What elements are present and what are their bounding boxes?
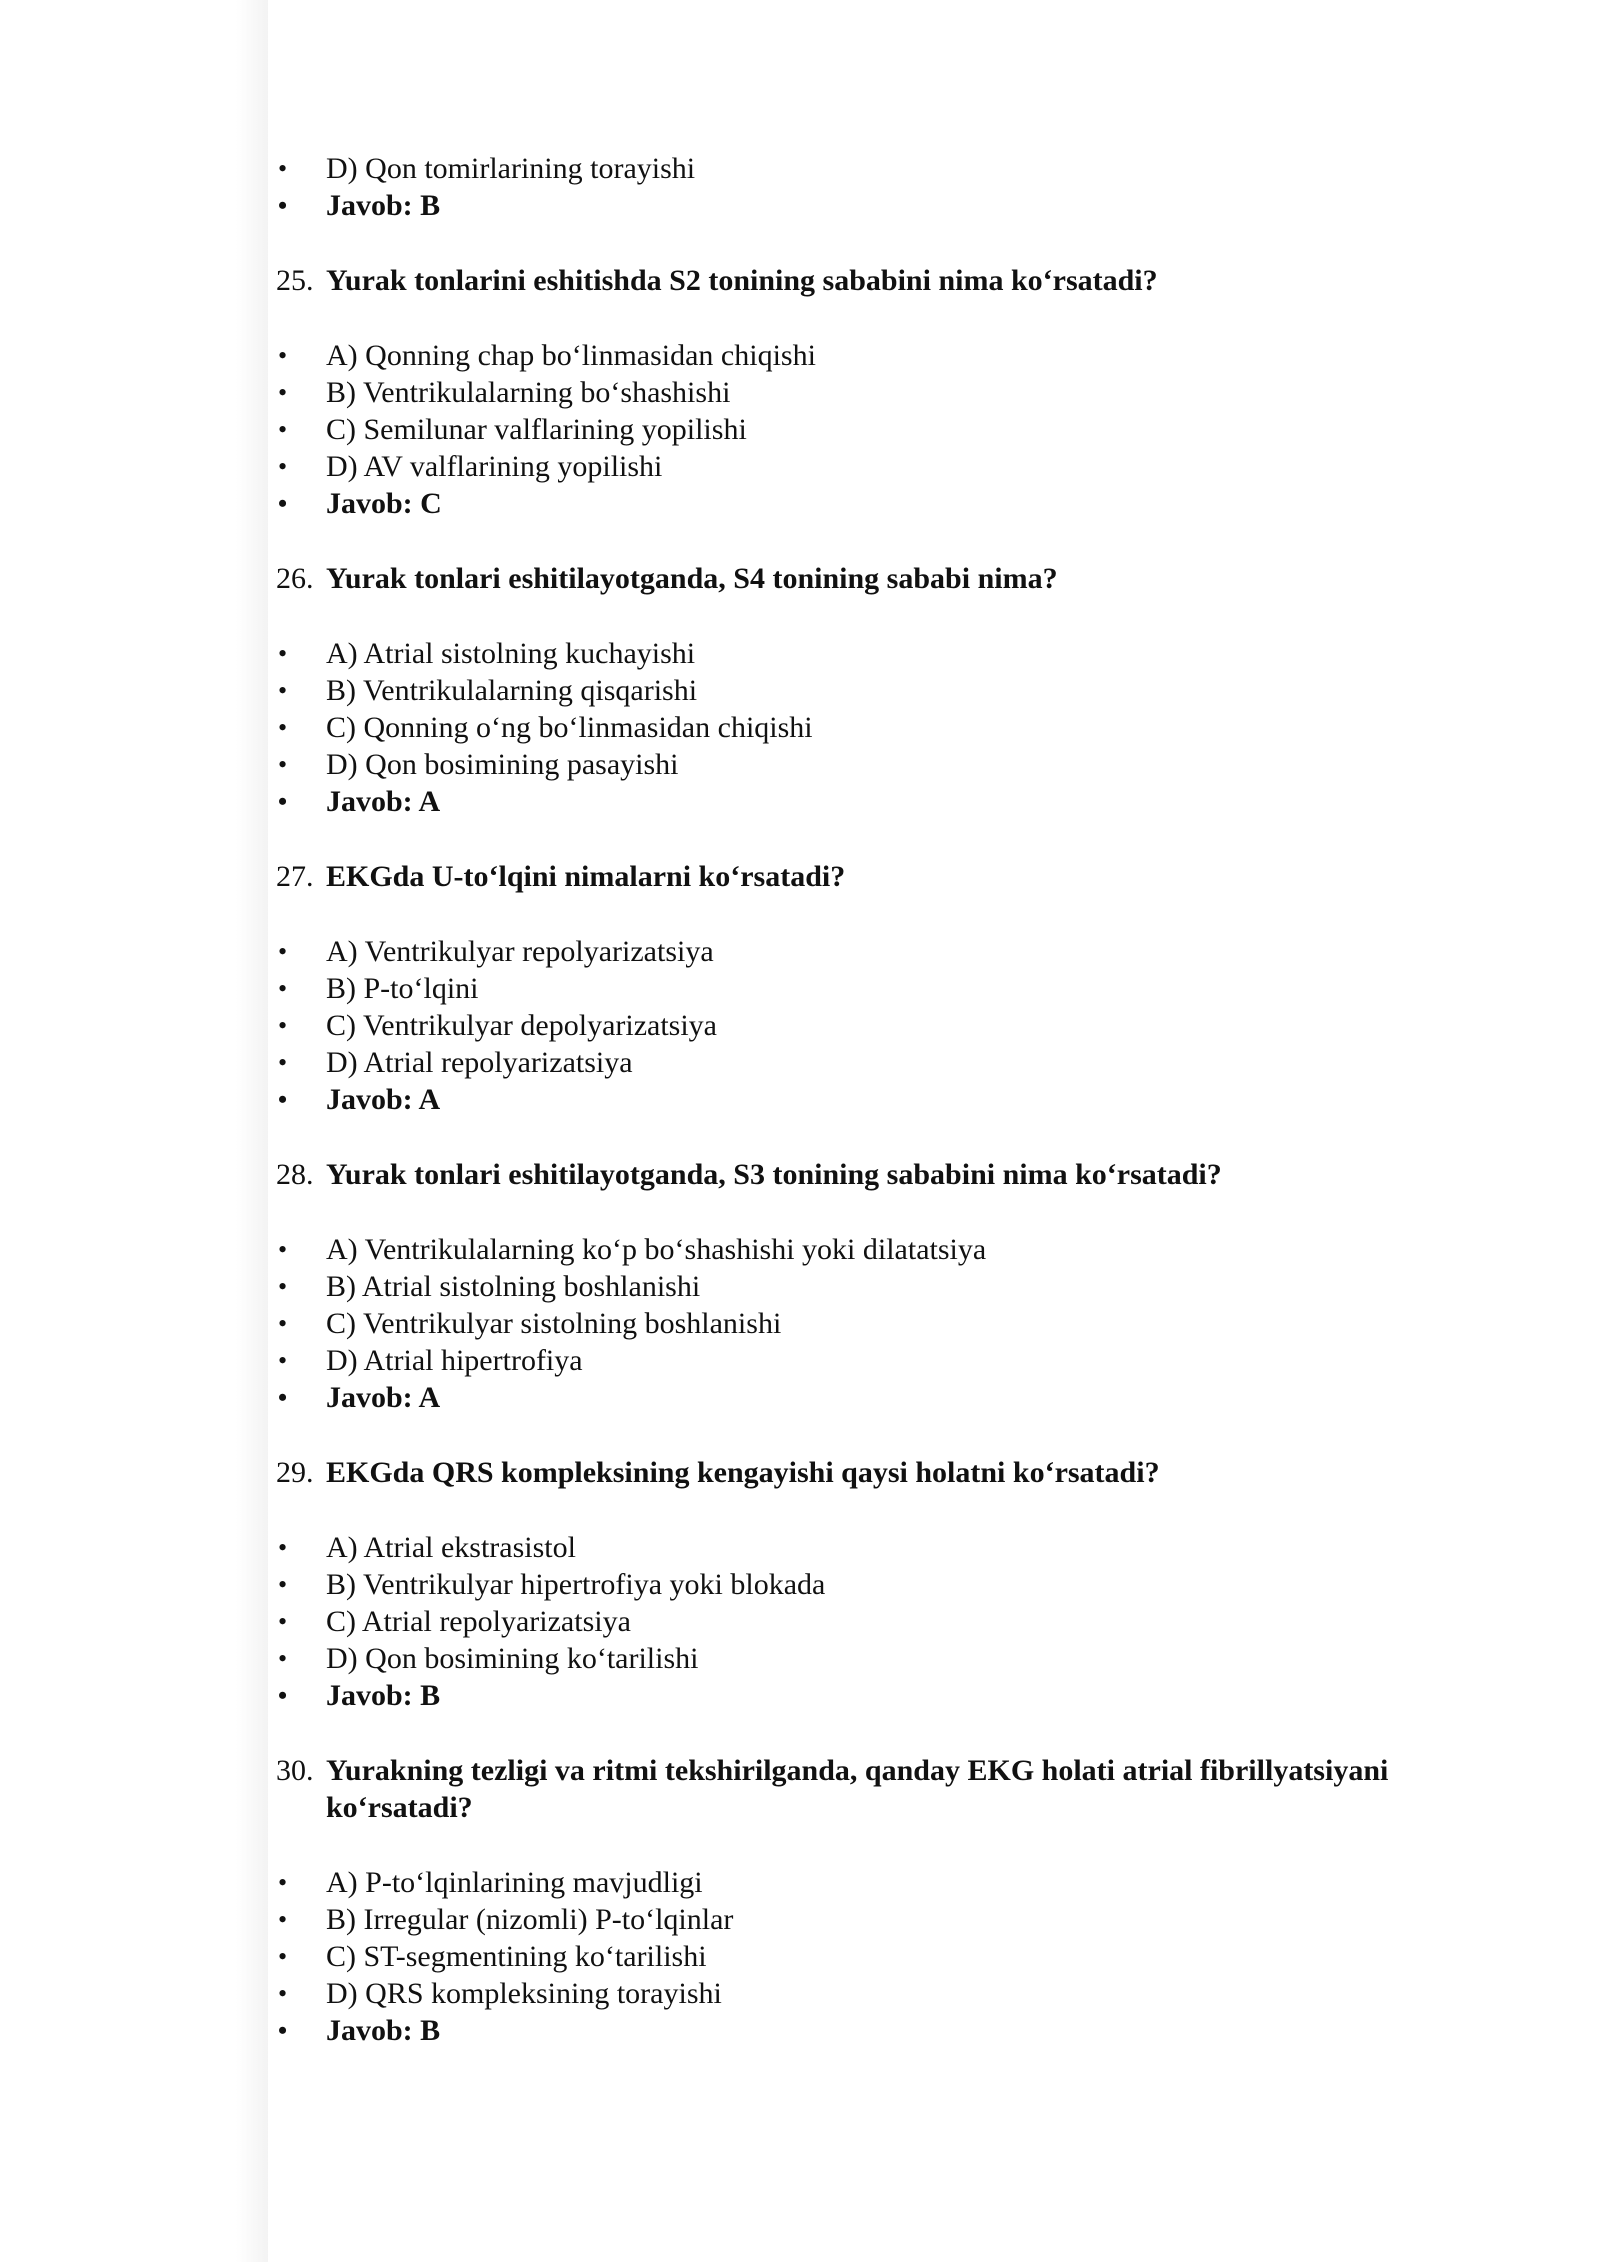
answer-item (276, 2012, 1476, 2049)
bullet: • (278, 1235, 288, 1264)
option-list (276, 1231, 1476, 1416)
option-text: D) Qon tomirlarining torayishi (326, 152, 696, 185)
list-item (276, 1044, 1476, 1081)
list-item (276, 1007, 1476, 1044)
list-item (276, 635, 1476, 672)
option-text: A) Ventrikulyar repolyarizatsiya (326, 935, 714, 968)
list-item (276, 1975, 1476, 2012)
question-heading (276, 560, 1476, 597)
option-list (276, 933, 1476, 1118)
bullet: • (278, 489, 288, 518)
option-text: A) Ventrikulalarning ko‘p bo‘shashishi yoki dilatatsiya (326, 1233, 987, 1266)
bullet: • (278, 378, 288, 407)
bullet: • (278, 1644, 288, 1673)
page-shadow (0, 0, 268, 2262)
list-item (276, 672, 1476, 709)
bullet: • (278, 1979, 288, 2008)
list-item (276, 1529, 1476, 1566)
bullet: • (278, 191, 288, 220)
list-item (276, 1901, 1476, 1938)
option-text: B) Atrial sistolning boshlanishi (326, 1270, 701, 1303)
list-item (276, 1305, 1476, 1342)
answer-item (276, 783, 1476, 820)
question-heading (276, 262, 1476, 299)
question-heading (276, 1156, 1476, 1193)
bullet: • (278, 787, 288, 816)
option-list (276, 1529, 1476, 1714)
list-item (276, 1566, 1476, 1603)
question-heading (276, 858, 1476, 895)
answer-text: Javob: C (326, 487, 442, 520)
option-text: A) Qonning chap bo‘linmasidan chiqishi (326, 339, 816, 372)
option-text: D) Qon bosimining ko‘tarilishi (326, 1642, 699, 1675)
answer-text: Javob: B (326, 2014, 441, 2047)
option-text: D) AV valflarining yopilishi (326, 450, 663, 483)
option-text: B) P-to‘lqini (326, 972, 479, 1005)
option-text: B) Irregular (nizomli) P-to‘lqinlar (326, 1903, 734, 1936)
bullet: • (278, 1346, 288, 1375)
bullet: • (278, 415, 288, 444)
bullet: • (278, 1607, 288, 1636)
list-item (276, 1603, 1476, 1640)
option-text: C) ST-segmentining ko‘tarilishi (326, 1940, 707, 1973)
top-option-list (276, 150, 1476, 224)
option-text: C) Semilunar valflarining yopilishi (326, 413, 747, 446)
bullet: • (278, 1905, 288, 1934)
answer-text: Javob: B (326, 189, 441, 222)
question-text: Yurak tonlari eshitilayotganda, S3 tonining sababini nima ko‘rsatadi? (326, 1158, 1222, 1191)
bullet: • (278, 750, 288, 779)
question-heading (276, 1752, 1476, 1826)
bullet: • (278, 676, 288, 705)
option-text: A) P-to‘lqinlarining mavjudligi (326, 1866, 703, 1899)
bullet: • (278, 1383, 288, 1412)
option-text: C) Atrial repolyarizatsiya (326, 1605, 631, 1638)
bullet: • (278, 1011, 288, 1040)
option-list (276, 635, 1476, 820)
answer-item (276, 187, 1476, 224)
option-text: C) Qonning o‘ng bo‘linmasidan chiqishi (326, 711, 813, 744)
option-text: C) Ventrikulyar depolyarizatsiya (326, 1009, 717, 1042)
bullet: • (278, 1570, 288, 1599)
list-item (276, 933, 1476, 970)
bullet: • (278, 1942, 288, 1971)
bullet: • (278, 639, 288, 668)
option-text: B) Ventrikulalarning qisqarishi (326, 674, 698, 707)
answer-text: Javob: A (326, 785, 441, 818)
question-text: Yurak tonlarini eshitishda S2 tonining sababini nima ko‘rsatadi? (326, 264, 1158, 297)
bullet: • (278, 1085, 288, 1114)
bullet: • (278, 1681, 288, 1710)
bullet: • (278, 1272, 288, 1301)
list-item (276, 709, 1476, 746)
option-list (276, 337, 1476, 522)
list-item (276, 1231, 1476, 1268)
question-heading (276, 1454, 1476, 1491)
answer-item (276, 1379, 1476, 1416)
option-text: A) Atrial sistolning kuchayishi (326, 637, 696, 670)
list-item (276, 1342, 1476, 1379)
bullet: • (278, 154, 288, 183)
list-item (276, 1640, 1476, 1677)
option-text: A) Atrial ekstrasistol (326, 1531, 576, 1564)
question-number: 27. (276, 860, 314, 893)
question-text: EKGda QRS kompleksining kengayishi qaysi holatni ko‘rsatadi? (326, 1456, 1160, 1489)
answer-text: Javob: A (326, 1083, 441, 1116)
bullet: • (278, 2016, 288, 2045)
bullet: • (278, 713, 288, 742)
option-text: B) Ventrikulyar hipertrofiya yoki blokada (326, 1568, 826, 1601)
option-text: D) QRS kompleksining torayishi (326, 1977, 722, 2010)
bullet: • (278, 937, 288, 966)
bullet: • (278, 1533, 288, 1562)
option-text: D) Qon bosimining pasayishi (326, 748, 679, 781)
question-number: 25. (276, 264, 314, 297)
option-text: D) Atrial hipertrofiya (326, 1344, 583, 1377)
list-item (276, 1864, 1476, 1901)
answer-item (276, 1677, 1476, 1714)
question-number: 30. (276, 1754, 314, 1787)
answer-item (276, 1081, 1476, 1118)
question-number: 26. (276, 562, 314, 595)
option-text: B) Ventrikulalarning bo‘shashishi (326, 376, 731, 409)
option-text: C) Ventrikulyar sistolning boshlanishi (326, 1307, 782, 1340)
bullet: • (278, 1048, 288, 1077)
list-item (276, 1268, 1476, 1305)
list-item (276, 448, 1476, 485)
bullet: • (278, 1868, 288, 1897)
question-number: 28. (276, 1158, 314, 1191)
bullet: • (278, 974, 288, 1003)
list-item (276, 970, 1476, 1007)
bullet: • (278, 452, 288, 481)
list-item (276, 1938, 1476, 1975)
bullet: • (278, 341, 288, 370)
answer-text: Javob: A (326, 1381, 441, 1414)
bullet: • (278, 1309, 288, 1338)
list-item (276, 746, 1476, 783)
question-text: Yurakning tezligi va ritmi tekshirilganda, qanday EKG holati atrial fibrillyatsiyani ko‘rsatadi? (326, 1754, 1389, 1824)
answer-item (276, 485, 1476, 522)
list-item (276, 150, 1476, 187)
list-item (276, 337, 1476, 374)
list-item (276, 411, 1476, 448)
question-number: 29. (276, 1456, 314, 1489)
question-text: Yurak tonlari eshitilayotganda, S4 tonining sababi nima? (326, 562, 1058, 595)
list-item (276, 374, 1476, 411)
option-list (276, 1864, 1476, 2049)
document-page (276, 150, 1476, 2049)
answer-text: Javob: B (326, 1679, 441, 1712)
option-text: D) Atrial repolyarizatsiya (326, 1046, 633, 1079)
question-text: EKGda U-to‘lqini nimalarni ko‘rsatadi? (326, 860, 846, 893)
